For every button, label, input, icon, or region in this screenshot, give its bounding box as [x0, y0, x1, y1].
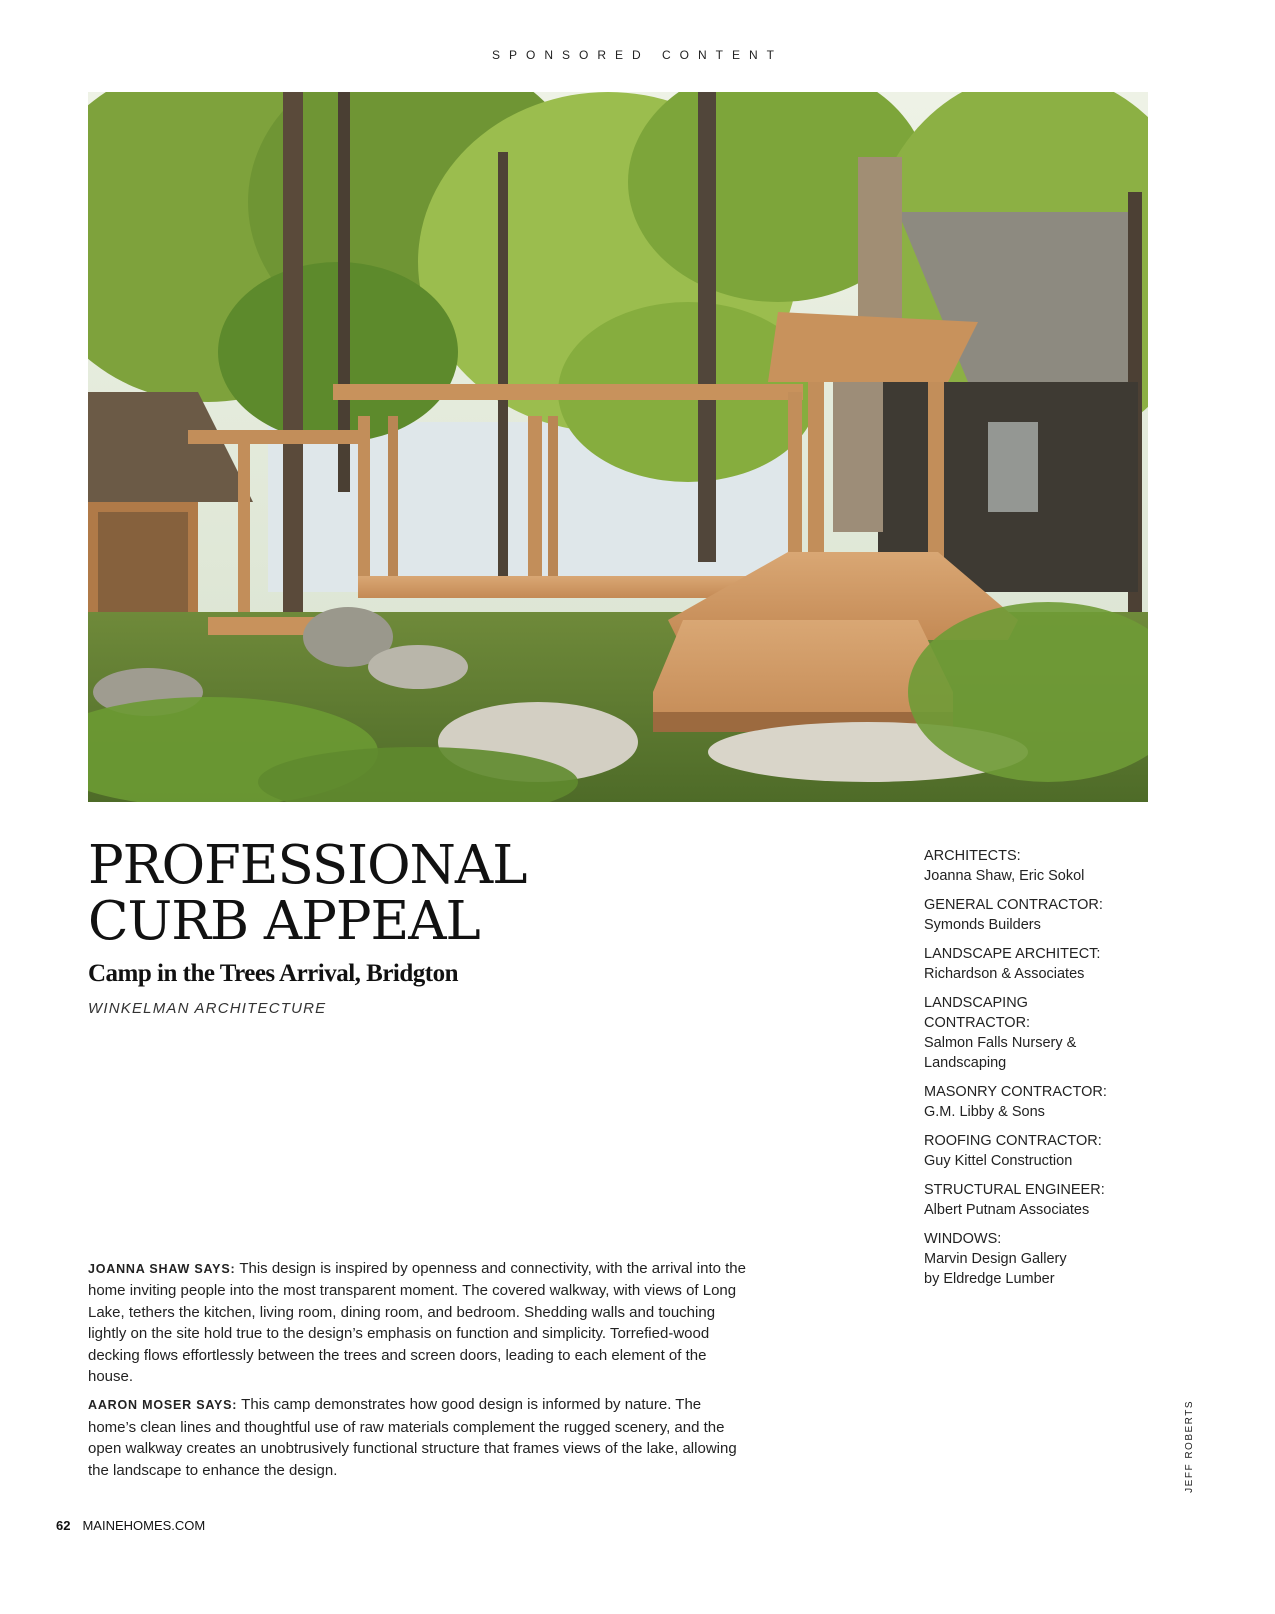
credit-name: Albert Putnam Associates [924, 1202, 1090, 1218]
credit-name: Marvin Design Gallery by Eldredge Lumber [924, 1251, 1067, 1287]
quote-paragraph [88, 1394, 748, 1481]
credit-role: LANDSCAPE ARCHITECT: [924, 946, 1101, 962]
quote-text: This camp demonstrates how good design is informed by nature. The home’s clean lines and thoughtful use of raw materials complement the rugged scenery, and the open walkway creates an unobtrusively functional structure that frames views of the lake, allowing the landscape to enhance the design. [88, 1396, 737, 1479]
credit-role: ROOFING CONTRACTOR: [924, 1133, 1102, 1149]
site-url: MAINEHOMES.COM [82, 1518, 206, 1533]
credit-general-contractor [924, 895, 1154, 935]
quote-paragraph [88, 1258, 748, 1387]
credit-role: WINDOWS: [924, 1231, 1002, 1247]
credit-role: LANDSCAPING CONTRACTOR: [924, 995, 1031, 1031]
photo-credit: JEFF ROBERTS [1184, 1400, 1195, 1493]
project-title: Camp in the Trees Arrival, Bridgton [88, 960, 458, 987]
credit-structural-engineer [924, 1180, 1154, 1220]
credit-landscape-architect [924, 944, 1154, 984]
credit-masonry-contractor [924, 1082, 1154, 1122]
credit-name: Symonds Builders [924, 917, 1041, 933]
hero-photo [88, 92, 1148, 802]
quote-speaker: AARON MOSER SAYS: [88, 1398, 238, 1413]
sponsored-content-label: SPONSORED CONTENT [491, 48, 783, 62]
credit-name: Richardson & Associates [924, 966, 1085, 982]
page-footer [56, 1518, 205, 1533]
credit-landscaping-contractor [924, 993, 1154, 1073]
credit-role: ARCHITECTS: [924, 848, 1021, 864]
credit-role: GENERAL CONTRACTOR: [924, 897, 1103, 913]
credit-name: Joanna Shaw, Eric Sokol [924, 868, 1085, 884]
article-headline [88, 835, 527, 952]
quote-text: This design is inspired by openness and connectivity, with the arrival into the home inviting people into the most transparent moment. The covered walkway, with views of Long Lake, tethers the kitchen, living room, dining room, and bedroom. Shedding walls and touching lightly on the site hold true to the design’s emphasis on function and simplicity. Torrefied-wood decking flows effortlessly between the trees and screen doors, leading to each element of the house. [88, 1260, 746, 1386]
credit-architects [924, 846, 1154, 886]
firm-name: WINKELMAN ARCHITECTURE [88, 1000, 327, 1017]
headline-line-2: CURB APPEAL [88, 891, 480, 952]
credit-role: STRUCTURAL ENGINEER: [924, 1182, 1105, 1198]
project-credits [924, 846, 1154, 1298]
credit-name: G.M. Libby & Sons [924, 1104, 1045, 1120]
credit-roofing-contractor [924, 1131, 1154, 1171]
quote-speaker: JOANNA SHAW SAYS: [88, 1262, 236, 1276]
article-body [88, 1258, 748, 1488]
credit-name: Salmon Falls Nursery & Landscaping [924, 1035, 1077, 1071]
credit-windows [924, 1229, 1154, 1289]
headline-line-1: PROFESSIONAL [88, 835, 527, 896]
credit-name: Guy Kittel Construction [924, 1153, 1073, 1169]
page-number: 62 [56, 1518, 71, 1533]
credit-role: MASONRY CONTRACTOR: [924, 1084, 1107, 1100]
camp-walkway-illustration [88, 92, 1148, 802]
